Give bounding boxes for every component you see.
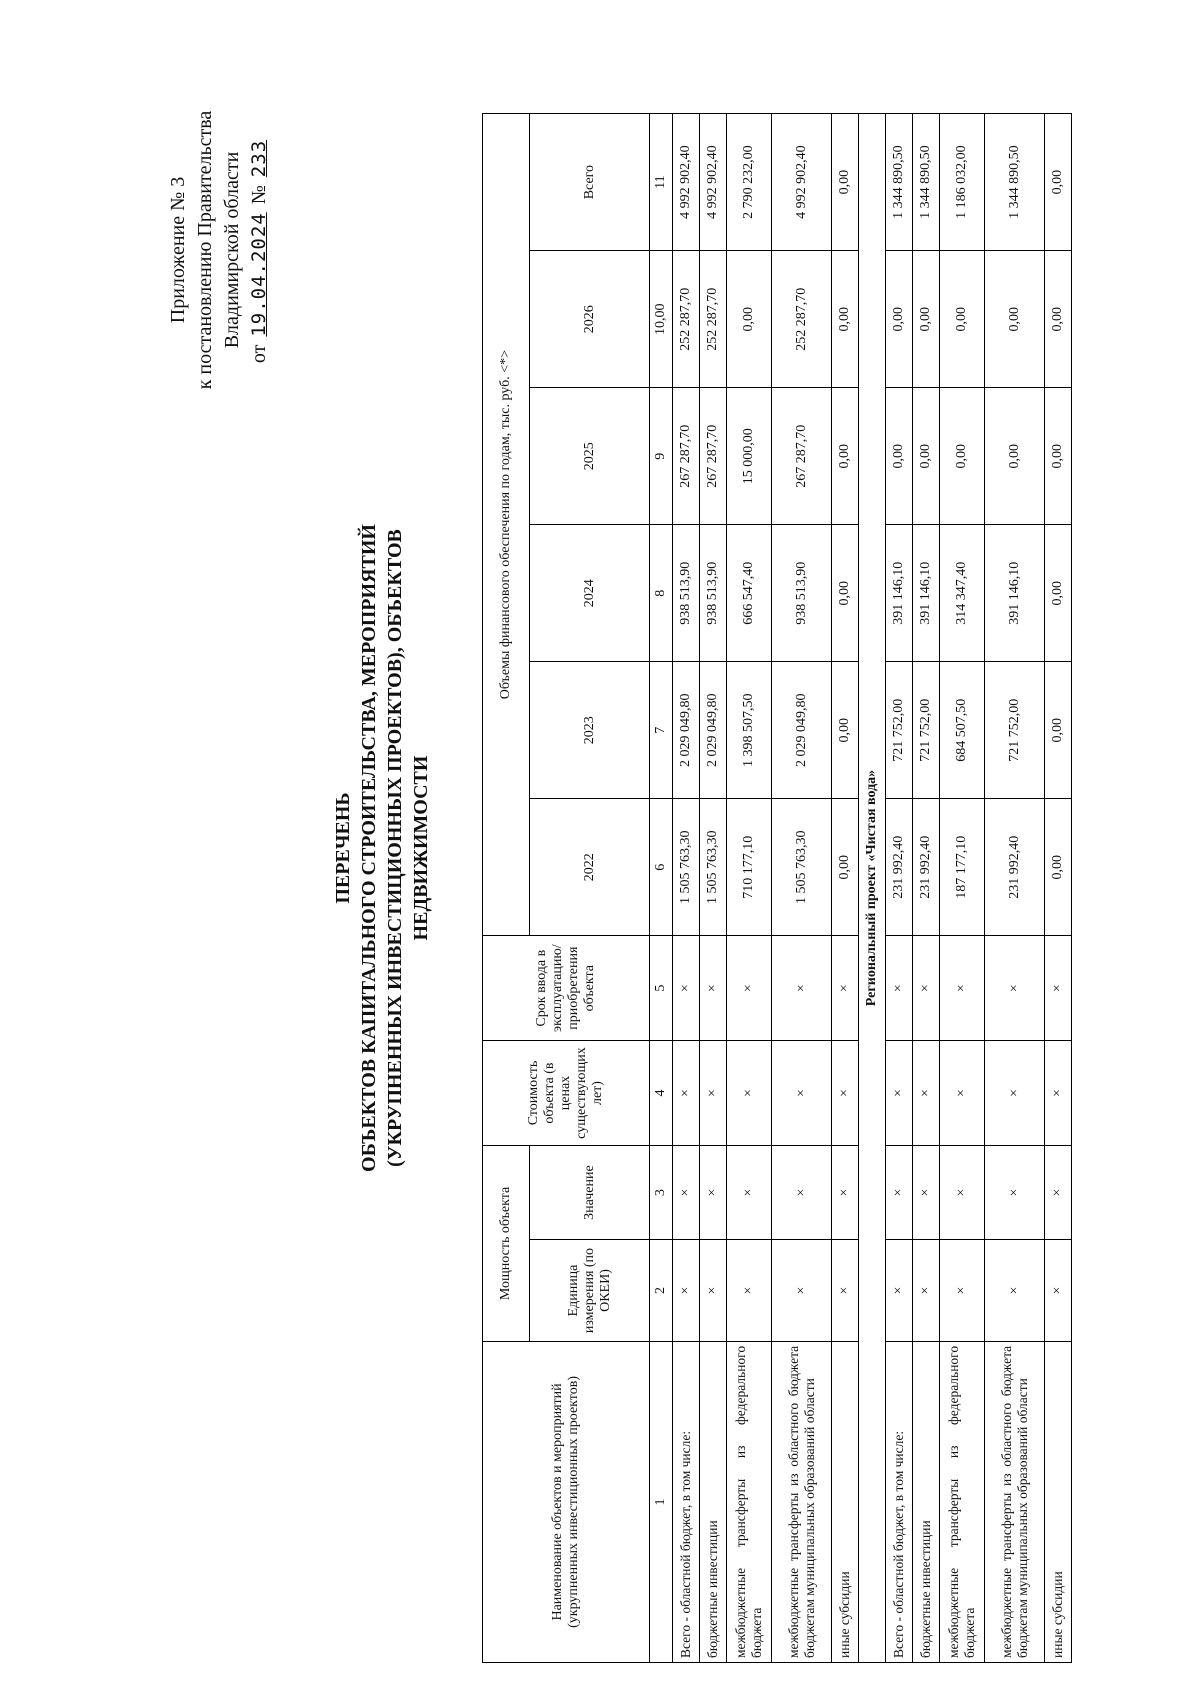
row-2025: 267 287,70 xyxy=(673,388,700,525)
row-2026: 0,00 xyxy=(940,251,985,388)
row-term: × xyxy=(832,936,859,1041)
row-name: межбюджетные трансферты из федерального бюджета xyxy=(727,1341,772,1662)
row-total: 0,00 xyxy=(1045,114,1072,251)
row-term: × xyxy=(1045,936,1072,1041)
row-2026: 0,00 xyxy=(985,251,1045,388)
approval-line-1: Приложение № 3 xyxy=(167,176,189,324)
column-index: 11 xyxy=(650,114,673,251)
approval-date-line xyxy=(246,40,273,460)
header-term: Срок ввода в эксплуатацию/приобретения объекта xyxy=(483,936,650,1041)
row-value: × xyxy=(832,1145,859,1239)
row-2026: 0,00 xyxy=(1045,251,1072,388)
row-name: Всего - областной бюджет, в том числе: xyxy=(886,1341,913,1662)
header-capacity: Мощность объекта xyxy=(483,1145,530,1341)
row-2022: 0,00 xyxy=(832,799,859,936)
column-index-row xyxy=(650,114,673,1663)
row-2024: 391 146,10 xyxy=(913,525,940,662)
row-cost: × xyxy=(940,1041,985,1146)
approval-number: 233 xyxy=(248,139,270,178)
row-2025: 0,00 xyxy=(913,388,940,525)
row-2023: 684 507,50 xyxy=(940,662,985,799)
approval-line-2: к постановлению Правительства xyxy=(194,110,216,390)
row-2025: 0,00 xyxy=(940,388,985,525)
header-row-1 xyxy=(483,114,530,1663)
row-2024: 314 347,40 xyxy=(940,525,985,662)
row-cost: × xyxy=(772,1041,832,1146)
row-value: × xyxy=(727,1145,772,1239)
row-value: × xyxy=(772,1145,832,1239)
row-value: × xyxy=(985,1145,1045,1239)
row-name: межбюджетные трансферты из областного бюджета бюджетам муниципальных образований области xyxy=(772,1341,832,1662)
column-index: 1 xyxy=(650,1341,673,1662)
row-2022: 231 992,40 xyxy=(913,799,940,936)
header-2023: 2023 xyxy=(530,662,650,799)
table-row xyxy=(1045,114,1072,1663)
row-2022: 0,00 xyxy=(1045,799,1072,936)
row-total: 4 992 902,40 xyxy=(772,114,832,251)
column-index: 4 xyxy=(650,1041,673,1146)
row-value: × xyxy=(886,1145,913,1239)
row-unit: × xyxy=(727,1240,772,1342)
row-term: × xyxy=(772,936,832,1041)
row-term: × xyxy=(727,936,772,1041)
row-2023: 721 752,00 xyxy=(985,662,1045,799)
approval-date: 19.04.2024 xyxy=(248,212,270,337)
header-2025: 2025 xyxy=(530,388,650,525)
row-term: × xyxy=(985,936,1045,1041)
column-index: 5 xyxy=(650,936,673,1041)
row-name: иные субсидии xyxy=(1045,1341,1072,1662)
row-2025: 15 000,00 xyxy=(727,388,772,525)
column-index: 10,00 xyxy=(650,251,673,388)
row-2022: 231 992,40 xyxy=(886,799,913,936)
row-cost: × xyxy=(913,1041,940,1146)
section-header-row xyxy=(859,114,886,1663)
row-2022: 710 177,10 xyxy=(727,799,772,936)
row-2022: 187 177,10 xyxy=(940,799,985,936)
row-2025: 267 287,70 xyxy=(772,388,832,525)
row-2023: 2 029 049,80 xyxy=(673,662,700,799)
title-line-1: ПЕРЕЧЕНЬ xyxy=(332,792,354,904)
table-row xyxy=(886,114,913,1663)
row-2025: 0,00 xyxy=(832,388,859,525)
row-2022: 1 505 763,30 xyxy=(673,799,700,936)
row-unit: × xyxy=(913,1240,940,1342)
row-2026: 0,00 xyxy=(913,251,940,388)
approval-block xyxy=(165,40,273,460)
row-total: 1 344 890,50 xyxy=(985,114,1045,251)
row-2023: 2 029 049,80 xyxy=(772,662,832,799)
row-cost: × xyxy=(832,1041,859,1146)
row-total: 0,00 xyxy=(832,114,859,251)
row-term: × xyxy=(700,936,727,1041)
row-value: × xyxy=(913,1145,940,1239)
row-total: 1 344 890,50 xyxy=(886,114,913,251)
header-2026: 2026 xyxy=(530,251,650,388)
row-2025: 0,00 xyxy=(886,388,913,525)
row-2024: 666 547,40 xyxy=(727,525,772,662)
row-cost: × xyxy=(1045,1041,1072,1146)
row-2024: 938 513,90 xyxy=(772,525,832,662)
row-2024: 0,00 xyxy=(832,525,859,662)
column-index: 3 xyxy=(650,1145,673,1239)
row-cost: × xyxy=(985,1041,1045,1146)
header-cost: Стоимость объекта (в ценах существующих лет) xyxy=(483,1041,650,1146)
column-index: 7 xyxy=(650,662,673,799)
header-name: Наименование объектов и мероприятий (укрупненных инвестиционных проектов) xyxy=(483,1341,650,1662)
title-line-3: (УКРУПНЕННЫХ ИНВЕСТИЦИОННЫХ ПРОЕКТОВ), ОБЪЕКТОВ xyxy=(384,529,406,1167)
column-index: 9 xyxy=(650,388,673,525)
row-name: иные субсидии xyxy=(832,1341,859,1662)
table-row xyxy=(832,114,859,1663)
table-row xyxy=(700,114,727,1663)
row-2022: 1 505 763,30 xyxy=(772,799,832,936)
row-name: межбюджетные трансферты из федерального бюджета xyxy=(940,1341,985,1662)
row-2023: 1 398 507,50 xyxy=(727,662,772,799)
row-value: × xyxy=(700,1145,727,1239)
row-2023: 0,00 xyxy=(832,662,859,799)
row-2026: 252 287,70 xyxy=(700,251,727,388)
title-line-4: НЕДВИЖИМОСТИ xyxy=(410,755,432,941)
row-2026: 252 287,70 xyxy=(772,251,832,388)
header-financing: Объемы финансового обеспечения по годам, тыс. руб. <*> xyxy=(483,114,530,936)
row-2026: 0,00 xyxy=(832,251,859,388)
row-term: × xyxy=(913,936,940,1041)
row-name: Всего - областной бюджет, в том числе: xyxy=(673,1341,700,1662)
row-total: 4 992 902,40 xyxy=(700,114,727,251)
row-cost: × xyxy=(886,1041,913,1146)
header-total: Всего xyxy=(530,114,650,251)
header-2022: 2022 xyxy=(530,799,650,936)
row-unit: × xyxy=(985,1240,1045,1342)
section-title: Региональный проект «Чистая вода» xyxy=(859,114,886,1663)
column-index: 6 xyxy=(650,799,673,936)
table-row xyxy=(727,114,772,1663)
table-row xyxy=(985,114,1045,1663)
row-2024: 0,00 xyxy=(1045,525,1072,662)
number-sign: № xyxy=(248,185,270,205)
financing-table xyxy=(482,113,1072,1663)
header-unit: Единица измерения (по ОКЕИ) xyxy=(530,1240,650,1342)
row-2024: 391 146,10 xyxy=(886,525,913,662)
row-name: бюджетные инвестиции xyxy=(913,1341,940,1662)
row-unit: × xyxy=(832,1240,859,1342)
row-2026: 0,00 xyxy=(727,251,772,388)
document-title xyxy=(330,428,434,1268)
row-2026: 252 287,70 xyxy=(673,251,700,388)
row-cost: × xyxy=(673,1041,700,1146)
row-2024: 938 513,90 xyxy=(700,525,727,662)
table-row xyxy=(940,114,985,1663)
row-2024: 938 513,90 xyxy=(673,525,700,662)
row-unit: × xyxy=(700,1240,727,1342)
column-index: 2 xyxy=(650,1240,673,1342)
row-unit: × xyxy=(772,1240,832,1342)
table-row xyxy=(673,114,700,1663)
row-value: × xyxy=(1045,1145,1072,1239)
row-2023: 721 752,00 xyxy=(913,662,940,799)
row-total: 2 790 232,00 xyxy=(727,114,772,251)
row-total: 1 344 890,50 xyxy=(913,114,940,251)
row-2024: 391 146,10 xyxy=(985,525,1045,662)
row-unit: × xyxy=(886,1240,913,1342)
row-unit: × xyxy=(673,1240,700,1342)
approval-line-3: Владимирской области xyxy=(221,151,243,349)
row-2023: 0,00 xyxy=(1045,662,1072,799)
row-term: × xyxy=(886,936,913,1041)
row-term: × xyxy=(940,936,985,1041)
row-2023: 721 752,00 xyxy=(886,662,913,799)
row-cost: × xyxy=(727,1041,772,1146)
row-value: × xyxy=(940,1145,985,1239)
row-2025: 0,00 xyxy=(1045,388,1072,525)
header-value: Значение xyxy=(530,1145,650,1239)
row-name: межбюджетные трансферты из областного бюджета бюджетам муниципальных образований области xyxy=(985,1341,1045,1662)
row-cost: × xyxy=(700,1041,727,1146)
table-row xyxy=(913,114,940,1663)
row-2022: 1 505 763,30 xyxy=(700,799,727,936)
row-2023: 2 029 049,80 xyxy=(700,662,727,799)
column-index: 8 xyxy=(650,525,673,662)
row-2025: 0,00 xyxy=(985,388,1045,525)
row-total: 4 992 902,40 xyxy=(673,114,700,251)
date-prefix: от xyxy=(248,344,270,364)
table-row xyxy=(772,114,832,1663)
row-term: × xyxy=(673,936,700,1041)
header-2024: 2024 xyxy=(530,525,650,662)
row-2022: 231 992,40 xyxy=(985,799,1045,936)
title-line-2: ОБЪЕКТОВ КАПИТАЛЬНОГО СТРОИТЕЛЬСТВА, МЕРОПРИЯТИЙ xyxy=(358,524,380,1172)
row-2026: 0,00 xyxy=(886,251,913,388)
row-name: бюджетные инвестиции xyxy=(700,1341,727,1662)
row-2025: 267 287,70 xyxy=(700,388,727,525)
row-unit: × xyxy=(1045,1240,1072,1342)
row-value: × xyxy=(673,1145,700,1239)
row-total: 1 186 032,00 xyxy=(940,114,985,251)
row-unit: × xyxy=(940,1240,985,1342)
